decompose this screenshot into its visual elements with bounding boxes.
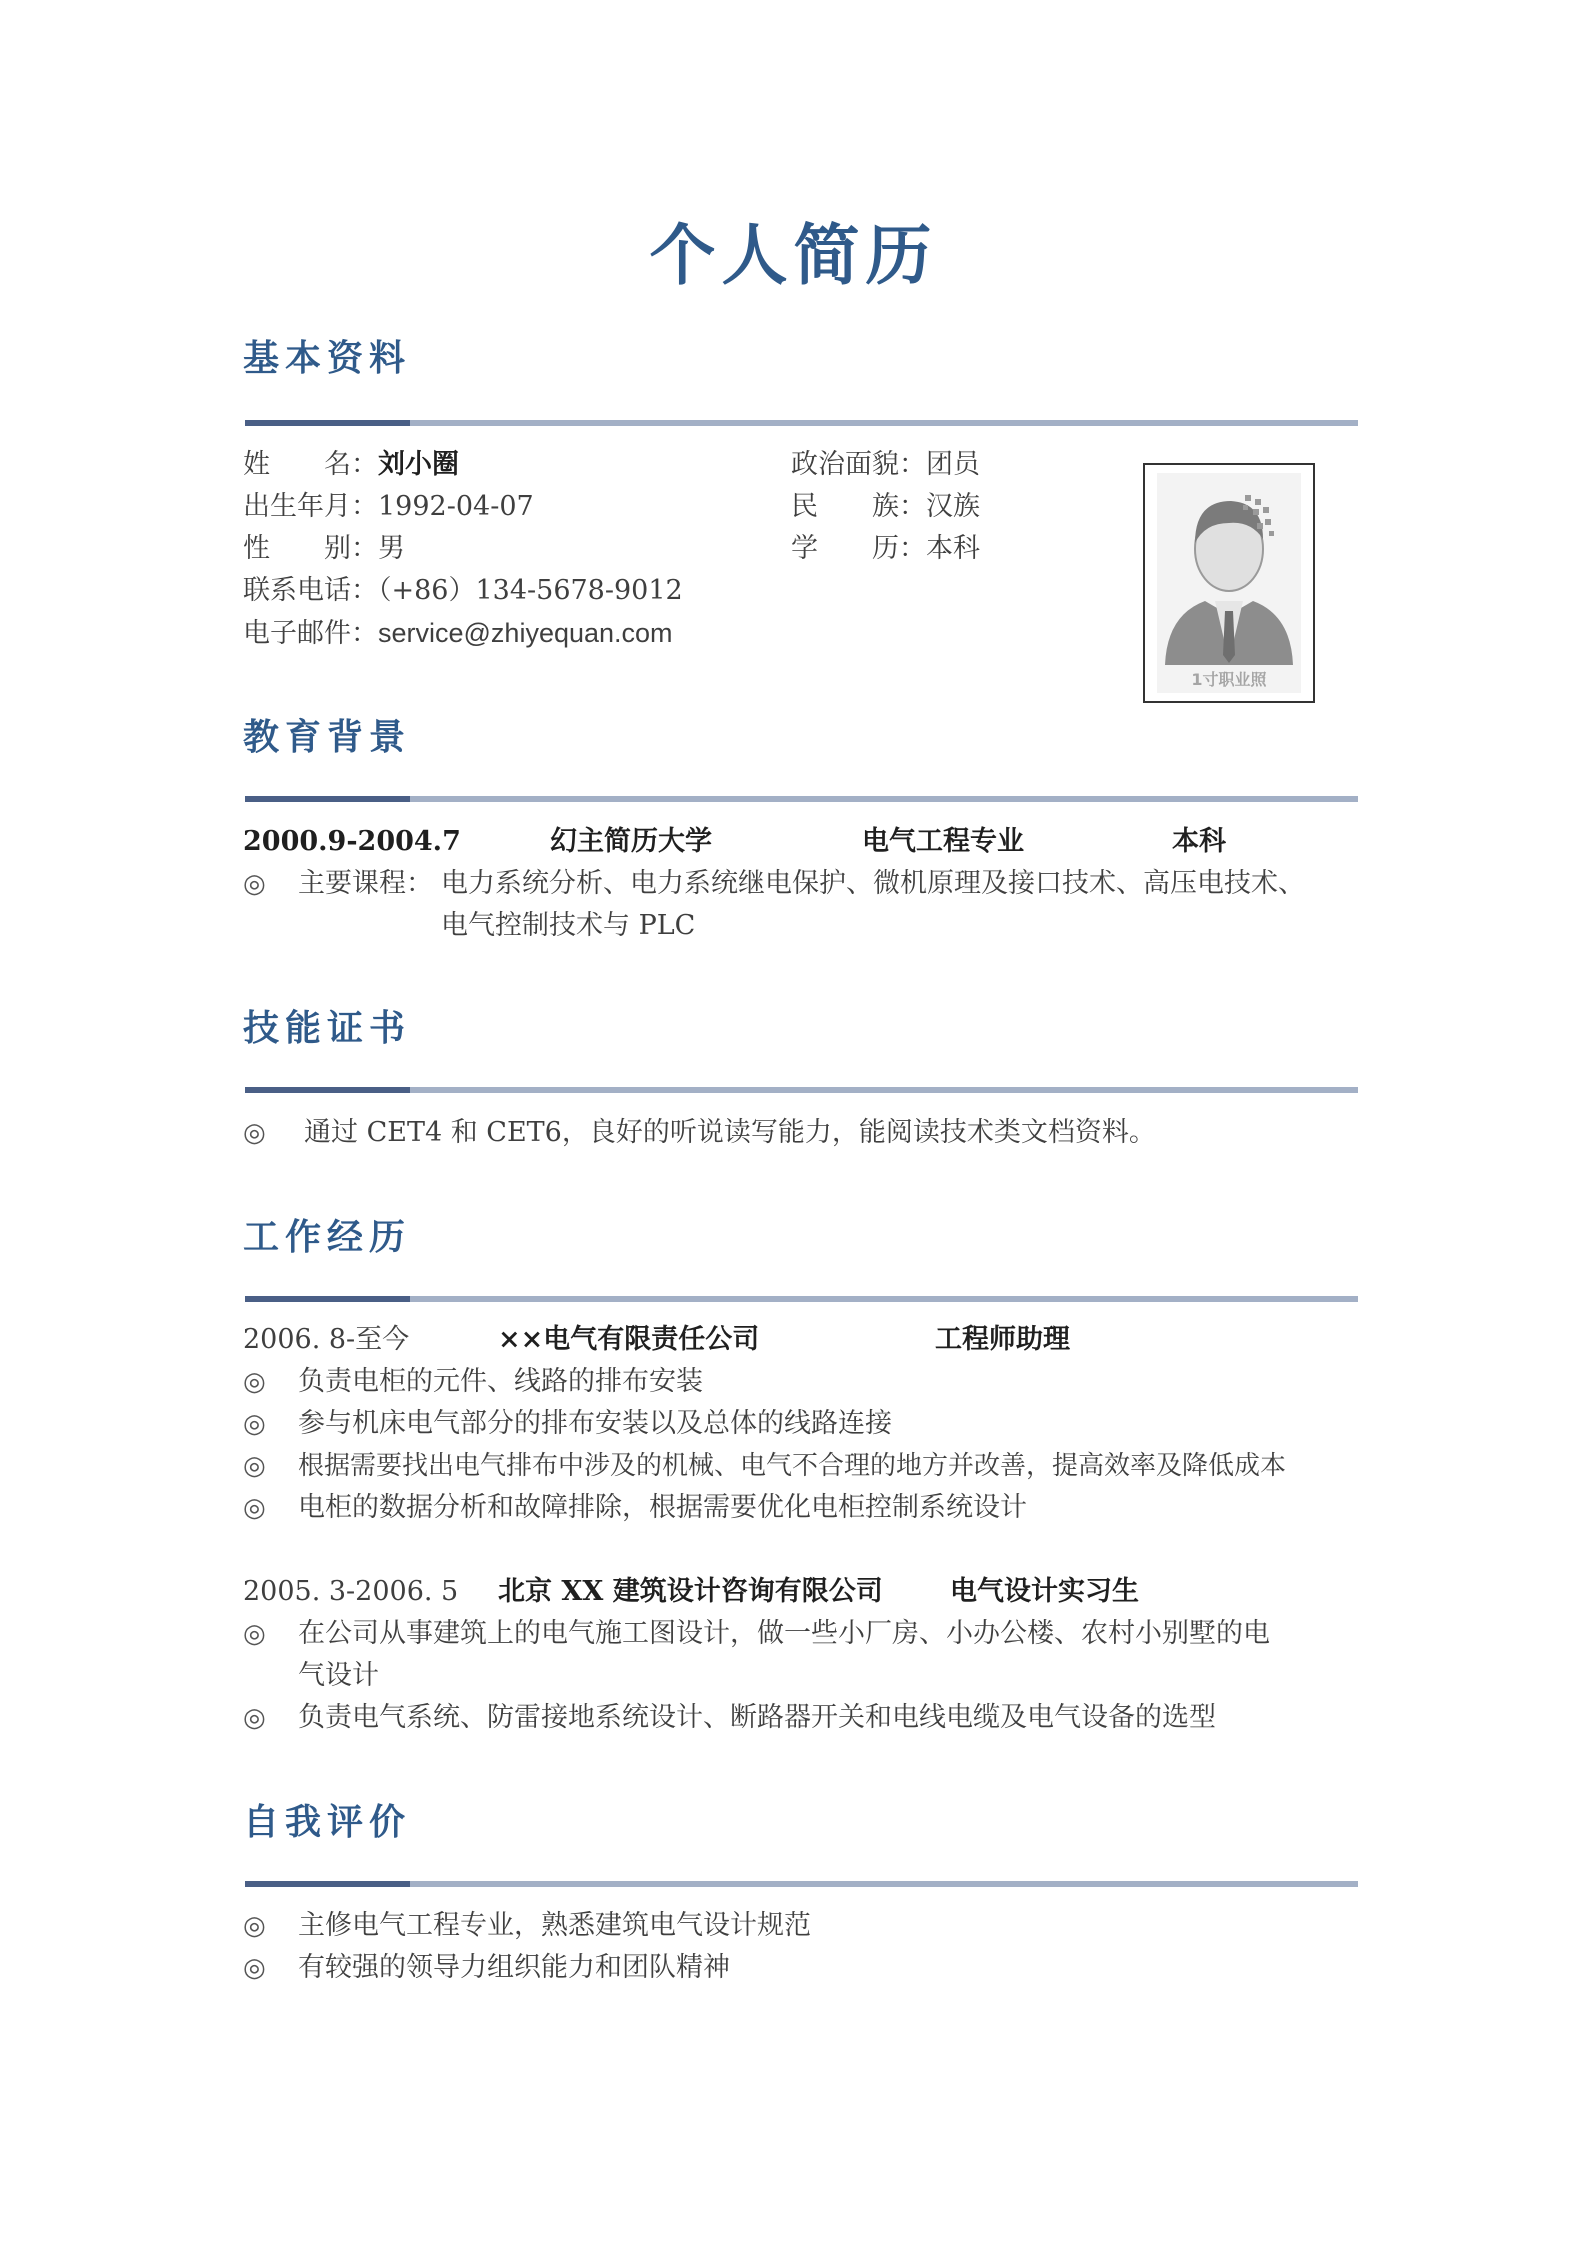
edu-courses-line2: 电气控制技术与 PLC — [441, 910, 696, 941]
nation-label: 民 族： — [791, 491, 926, 522]
section-divider — [245, 1881, 1358, 1887]
work-company: 北京 XX 建筑设计咨询有限公司 — [498, 1576, 883, 1607]
bullet-icon: ◎ — [243, 1619, 266, 1649]
bullet-icon: ◎ — [243, 1953, 266, 1983]
degree-row — [791, 529, 980, 569]
work-item: 负责电柜的元件、线路的排布安装 — [298, 1366, 703, 1397]
phone-row — [243, 571, 683, 611]
name-label: 姓 名： — [243, 449, 378, 480]
profile-photo — [1143, 463, 1315, 703]
work-item: 电柜的数据分析和故障排除，根据需要优化电柜控制系统设计 — [298, 1492, 1027, 1523]
nation-value: 汉族 — [926, 491, 980, 522]
section-heading-basic: 基本资料 — [243, 337, 412, 379]
nation-row — [791, 487, 980, 527]
avatar-placeholder-icon — [1145, 465, 1313, 701]
politics-row — [791, 445, 980, 485]
birth-row — [243, 487, 534, 527]
section-heading-work: 工作经历 — [243, 1216, 412, 1258]
bullet-icon: ◎ — [243, 869, 266, 899]
work-item-continued: 气设计 — [298, 1660, 379, 1691]
degree-value: 本科 — [926, 533, 980, 564]
self-eval-item: 有较强的领导力组织能力和团队精神 — [298, 1952, 730, 1983]
work-item: 根据需要找出电气排布中涉及的机械、电气不合理的地方并改善，提高效率及降低成本 — [298, 1451, 1287, 1481]
politics-value: 团员 — [926, 449, 980, 480]
birth-value: 1992-04-07 — [378, 491, 534, 522]
bullet-icon: ◎ — [243, 1118, 266, 1148]
email-label: 电子邮件： — [243, 618, 378, 649]
bullet-icon: ◎ — [243, 1493, 266, 1523]
bullet-icon: ◎ — [243, 1703, 266, 1733]
section-heading-self: 自我评价 — [243, 1801, 412, 1843]
edu-courses-label: 主要课程： — [298, 868, 433, 899]
edu-level: 本科 — [1172, 826, 1226, 857]
bullet-icon: ◎ — [243, 1911, 266, 1941]
gender-row — [243, 529, 405, 569]
section-divider — [245, 1296, 1358, 1302]
section-divider — [245, 420, 1358, 426]
section-heading-skills: 技能证书 — [243, 1007, 412, 1049]
gender-value: 男 — [378, 533, 405, 564]
work-period: 2005. 3-2006. 5 — [243, 1576, 459, 1607]
edu-school: 幻主简历大学 — [550, 826, 712, 857]
name-value: 刘小圈 — [378, 449, 459, 480]
bullet-icon: ◎ — [243, 1451, 266, 1481]
phone-value: （+86）134-5678-9012 — [378, 575, 683, 606]
edu-courses-line1: 电力系统分析、电力系统继电保护、微机原理及接口技术、高压电技术、 — [441, 868, 1305, 899]
work-item: 参与机床电气部分的排布安装以及总体的线路连接 — [298, 1408, 892, 1439]
self-eval-item: 主修电气工程专业，熟悉建筑电气设计规范 — [298, 1910, 811, 1941]
section-divider — [245, 1087, 1358, 1093]
email-value: service@zhiyequan.com — [378, 618, 673, 648]
work-item: 负责电气系统、防雷接地系统设计、断路器开关和电线电缆及电气设备的选型 — [298, 1702, 1216, 1733]
degree-label: 学 历： — [791, 533, 926, 564]
work-position: 电气设计实习生 — [950, 1576, 1139, 1607]
email-row — [243, 613, 673, 654]
work-position: 工程师助理 — [935, 1324, 1070, 1355]
name-row — [243, 445, 459, 485]
skills-item: 通过 CET4 和 CET6，良好的听说读写能力，能阅读技术类文档资料。 — [304, 1117, 1156, 1148]
politics-label: 政治面貌： — [791, 449, 926, 480]
photo-caption: 1寸职业照 — [1191, 670, 1267, 689]
gender-label: 性 别： — [243, 533, 378, 564]
edu-period: 2000.9-2004.7 — [243, 826, 461, 857]
work-period: 2006. 8-至今 — [243, 1324, 410, 1355]
bullet-icon: ◎ — [243, 1367, 266, 1397]
edu-major: 电气工程专业 — [862, 826, 1024, 857]
section-divider — [245, 796, 1358, 802]
resume-title: 个人简历 — [649, 216, 938, 294]
section-heading-education: 教育背景 — [243, 716, 412, 758]
birth-label: 出生年月： — [243, 491, 378, 522]
phone-label: 联系电话： — [243, 575, 378, 606]
work-company: ××电气有限责任公司 — [498, 1324, 760, 1355]
bullet-icon: ◎ — [243, 1409, 266, 1439]
work-item: 在公司从事建筑上的电气施工图设计，做一些小厂房、小办公楼、农村小别墅的电 — [298, 1618, 1270, 1649]
